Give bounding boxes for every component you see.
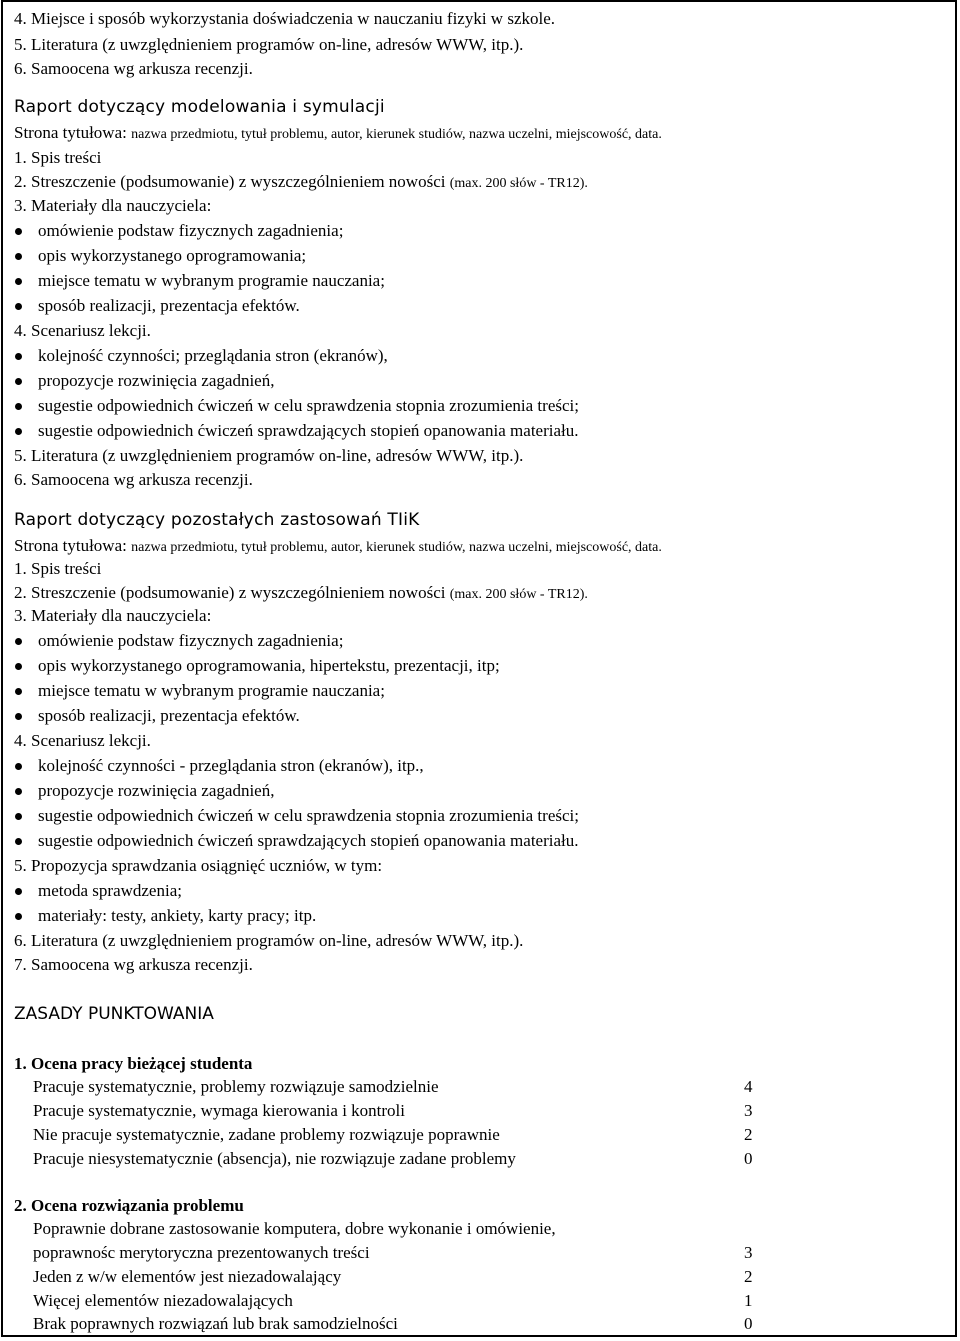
table-row [33,1125,753,1145]
document-page [1,0,957,1337]
bullet [15,688,22,695]
other-assessment: 5. Propozycja sprawdzania osiągnięć uczniów, w tym: [14,856,383,875]
row-points: 0 [744,1149,753,1168]
row-text: Brak poprawnych rozwiązań lub brak samodzielności [33,1314,398,1333]
title-detail: nazwa przedmiotu, tytuł problemu, autor, kierunek studiów, nazwa uczelni, miejscowość, data. [131,540,662,555]
row-points: 2 [744,1125,753,1144]
table-row [33,1267,753,1287]
list-item: sugestie odpowiednich ćwiczeń w celu sprawdzenia stopnia zrozumienia treści; [38,396,579,415]
summary-note: (max. 200 słów - TR12). [449,176,588,191]
table-row [33,1243,753,1263]
bullet [15,253,22,260]
row-points: 3 [744,1243,753,1262]
model-toc: 1. Spis treści [14,148,102,167]
intro-item-6: 6. Samoocena wg arkusza recenzji. [14,59,253,78]
model-literature: 5. Literatura (z uwzględnieniem programów on-line, adresów WWW, itp.). [14,446,524,465]
other-toc: 1. Spis treści [14,559,102,578]
model-materials: 3. Materiały dla nauczyciela: [14,196,212,215]
other-literature: 6. Literatura (z uwzględnieniem programów on-line, adresów WWW, itp.). [14,931,524,950]
list-item: sposób realizacji, prezentacja efektów. [38,706,300,725]
model-scenario: 4. Scenariusz lekcji. [14,321,151,340]
other-title-page [14,536,662,558]
row-points: 3 [744,1101,753,1120]
model-summary [14,172,588,194]
list-item: propozycje rozwinięcia zagadnień, [38,371,275,390]
row-points: 0 [744,1314,753,1333]
bullet [15,638,22,645]
list-item: miejsce tematu w wybranym programie nauczania; [38,271,385,290]
bullet [15,913,22,920]
summary-text: 2. Streszczenie (podsumowanie) z wyszczególnieniem nowości [14,172,450,191]
bullet [15,353,22,360]
table-row [33,1291,753,1311]
list-item: kolejność czynności; przeglądania stron (ekranów), [38,346,388,365]
model-heading: Raport dotyczący modelowania i symulacji [14,97,385,117]
row-points: 2 [744,1267,753,1286]
bullet [15,663,22,670]
list-item: omówienie podstaw fizycznych zagadnienia; [38,221,344,240]
table-row [33,1077,753,1097]
bullet [15,378,22,385]
bullet [15,763,22,770]
list-item: sugestie odpowiednich ćwiczeń w celu sprawdzenia stopnia zrozumienia treści; [38,806,579,825]
list-item: materiały: testy, ankiety, karty pracy; itp. [38,906,317,925]
scoring-heading: ZASADY PUNKTOWANIA [14,1004,214,1024]
list-item: miejsce tematu w wybranym programie nauczania; [38,681,385,700]
bullet [15,838,22,845]
list-item: propozycje rozwinięcia zagadnień, [38,781,275,800]
bullet [15,713,22,720]
list-item: sugestie odpowiednich ćwiczeń sprawdzających stopień opanowania materiału. [38,831,579,850]
row-text: Pracuje systematycznie, problemy rozwiązuje samodzielnie [33,1077,439,1096]
bullet [15,403,22,410]
row-text: Pracuje systematycznie, wymaga kierowania i kontroli [33,1101,405,1120]
list-item: sugestie odpowiednich ćwiczeń sprawdzających stopień opanowania materiału. [38,421,579,440]
list-item: opis wykorzystanego oprogramowania; [38,246,307,265]
row-text: poprawnośc merytoryczna prezentowanych treści [33,1243,370,1262]
intro-item-4: 4. Miejsce i sposób wykorzystania doświadczenia w nauczaniu fizyki w szkole. [14,9,556,28]
list-item: metoda sprawdzenia; [38,881,182,900]
other-heading: Raport dotyczący pozostałych zastosowań TIiK [14,510,420,530]
other-scenario: 4. Scenariusz lekcji. [14,731,151,750]
row-text: Pracuje niesystematycznie (absencja), nie rozwiązuje zadane problemy [33,1149,516,1168]
other-self-eval: 7. Samoocena wg arkusza recenzji. [14,955,253,974]
intro-item-5: 5. Literatura (z uwzględnieniem programów on-line, adresów WWW, itp.). [14,35,524,54]
row-text: Jeden z w/w elementów jest niezadowalający [33,1267,342,1286]
summary-text: 2. Streszczenie (podsumowanie) z wyszczególnieniem nowości [14,583,450,602]
scoring-part1-title: 1. Ocena pracy bieżącej studenta [14,1054,253,1073]
row-text: Nie pracuje systematycznie, zadane problemy rozwiązuje poprawnie [33,1125,500,1144]
other-summary [14,583,588,605]
bullet [15,303,22,310]
row-points: 1 [744,1291,753,1310]
list-item: sposób realizacji, prezentacja efektów. [38,296,300,315]
row-points: 4 [744,1077,753,1096]
table-row [33,1314,753,1334]
table-row [33,1149,753,1169]
summary-note: (max. 200 słów - TR12). [449,587,588,602]
list-item: kolejność czynności - przeglądania stron (ekranów), itp., [38,756,424,775]
bullet [15,813,22,820]
title-label: Strona tytułowa: [14,536,132,555]
model-self-eval: 6. Samoocena wg arkusza recenzji. [14,470,253,489]
title-detail: nazwa przedmiotu, tytuł problemu, autor, kierunek studiów, nazwa uczelni, miejscowość, data. [131,127,662,142]
bullet [15,228,22,235]
row-text: Więcej elementów niezadowalających [33,1291,293,1310]
bullet [15,278,22,285]
bullet [15,788,22,795]
other-materials: 3. Materiały dla nauczyciela: [14,606,212,625]
scoring-part2-title: 2. Ocena rozwiązania problemu [14,1196,244,1215]
row-intro: Poprawnie dobrane zastosowanie komputera, dobre wykonanie i omówienie, [33,1219,556,1238]
list-item: omówienie podstaw fizycznych zagadnienia; [38,631,344,650]
table-row [33,1101,753,1121]
bullet [15,888,22,895]
title-label: Strona tytułowa: [14,123,132,142]
list-item: opis wykorzystanego oprogramowania, hipertekstu, prezentacji, itp; [38,656,500,675]
bullet [15,428,22,435]
model-title-page [14,123,662,145]
